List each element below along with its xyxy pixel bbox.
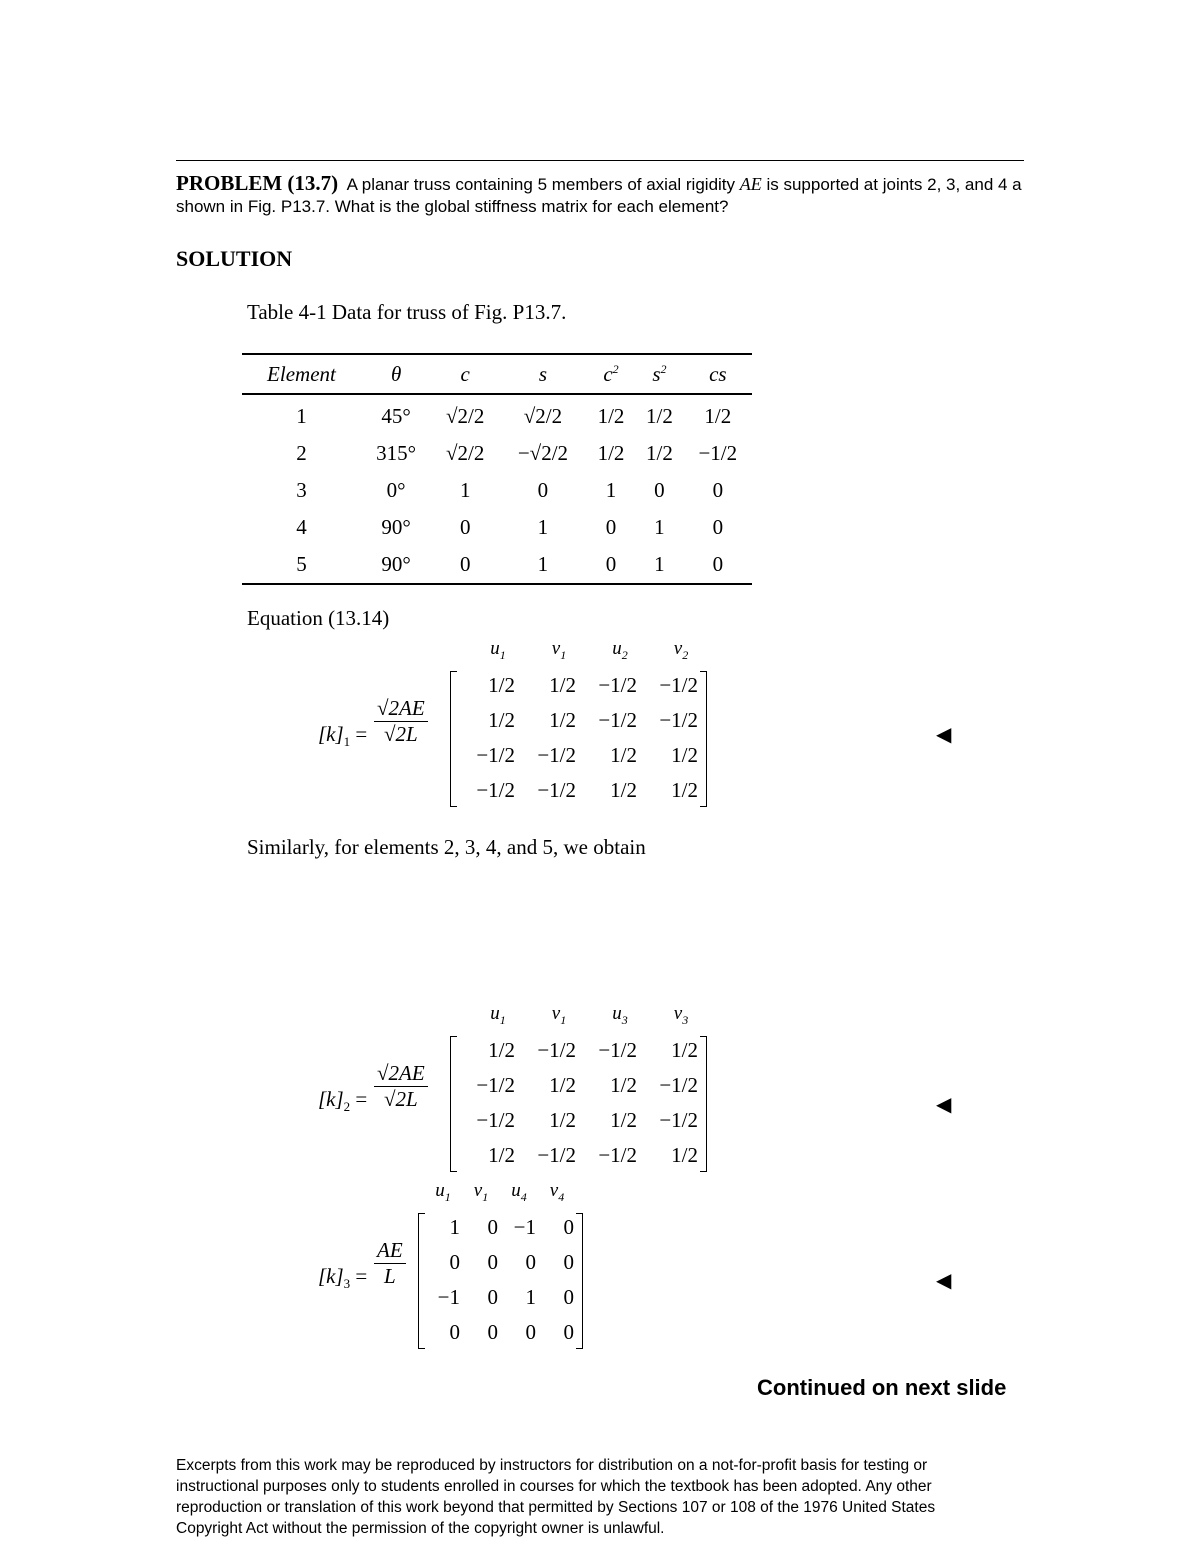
dof-label — [485, 638, 511, 663]
dof-symbol: v — [673, 1003, 683, 1024]
dof-subscript: 1 — [560, 1012, 567, 1027]
table-cell: 1/2 — [597, 404, 625, 428]
col-c: c — [431, 354, 499, 394]
matrix-cell: 1/2 — [488, 673, 515, 697]
coefficient-numerator: √2AE — [374, 696, 428, 722]
matrix-k-sub: 2 — [343, 1099, 351, 1115]
col-s2-base: s — [652, 361, 661, 386]
matrix-cell: −1/2 — [659, 708, 698, 732]
dof-symbol: u — [490, 1003, 500, 1024]
matrix-cell: 1/2 — [488, 1038, 515, 1062]
matrix-cell: 0 — [449, 1250, 460, 1274]
table-cell: √2/2 — [446, 404, 485, 428]
dof-symbol: u — [612, 1003, 622, 1024]
dof-subscript: 1 — [444, 1189, 451, 1204]
matrix-row — [454, 773, 698, 808]
table-row — [242, 435, 752, 472]
dof-subscript: 4 — [520, 1189, 527, 1204]
table-cell: 0 — [654, 478, 665, 502]
table-cell: 0 — [459, 515, 471, 539]
matrix-cell: 1/2 — [549, 673, 576, 697]
problem-ae: AE — [739, 174, 762, 194]
dof-subscript: 1 — [499, 1012, 506, 1027]
dof-subscript: 1 — [560, 647, 567, 662]
equals-sign: = — [355, 1087, 368, 1111]
table-cell: 0 — [537, 478, 549, 502]
dof-label — [668, 638, 694, 663]
answer-arrow-icon: ◀ — [936, 1092, 952, 1116]
stiffness-matrix-k1 — [318, 638, 738, 808]
dof-symbol: v — [551, 1003, 561, 1024]
matrix-row — [454, 738, 698, 773]
answer-arrow-icon: ◀ — [936, 722, 952, 746]
table-cell: 4 — [296, 515, 307, 539]
matrix-cell: 1/2 — [671, 1143, 698, 1167]
matrix-cell: 0 — [487, 1250, 498, 1274]
matrix-cell: −1/2 — [537, 1038, 576, 1062]
solution-heading: SOLUTION — [176, 246, 293, 271]
table-cell: −1/2 — [698, 441, 738, 465]
right-bracket — [700, 671, 707, 807]
matrix-cell: 1/2 — [488, 1143, 515, 1167]
truss-data-table — [242, 353, 752, 585]
col-s2-exp: 2 — [660, 361, 667, 376]
problem-statement — [176, 172, 1046, 218]
matrix-coefficient — [374, 1238, 406, 1289]
matrix-row — [454, 703, 698, 738]
matrix-cell: 0 — [563, 1320, 574, 1344]
table-cell: 1 — [605, 478, 617, 502]
matrix-cell: −1/2 — [537, 778, 576, 802]
dof-label — [430, 1180, 456, 1205]
matrix-cell: −1/2 — [598, 708, 637, 732]
matrix-cell: 1/2 — [610, 743, 637, 767]
table-cell: 90° — [381, 515, 411, 539]
table-cell: 3 — [296, 478, 307, 502]
matrix-cell: 0 — [563, 1250, 574, 1274]
dof-symbol: u — [511, 1180, 521, 1201]
matrix-cell: 1/2 — [671, 778, 698, 802]
dof-label — [468, 1180, 494, 1205]
col-c2-exp: 2 — [612, 361, 619, 376]
matrix-cell: 1 — [525, 1285, 536, 1309]
matrix-cell: −1/2 — [476, 778, 515, 802]
copyright-footer: Excerpts from this work may be reproduced by instructors for distribution on a not-for-profit basis for testing or instructional purposes only to students enrolled in courses for which the textbook has been adopted. Any other reproduction or translation of this work beyond that permitted by Sections 107 or 108 of the 1976 United States Copyright Act without the permission of the copyright owner is unlawful. — [176, 1457, 936, 1537]
dof-symbol: u — [490, 638, 500, 659]
equals-sign: = — [355, 722, 368, 746]
table-cell: 1/2 — [597, 441, 625, 465]
dof-subscript: 3 — [621, 1012, 628, 1027]
table-cell: 1/2 — [646, 404, 673, 428]
matrix-k-sub: 3 — [343, 1276, 351, 1292]
right-bracket — [576, 1213, 583, 1349]
table-cell: √2/2 — [446, 441, 485, 465]
table-cell: 0 — [587, 546, 635, 584]
matrix-cell: −1/2 — [476, 743, 515, 767]
table-cell: 1/2 — [646, 441, 673, 465]
matrix-k: [k] — [318, 1087, 344, 1111]
table-cell: 0° — [386, 478, 406, 502]
matrix-k: [k] — [318, 1264, 344, 1288]
dof-subscript: 2 — [621, 647, 628, 662]
dof-label — [607, 1003, 633, 1028]
matrix-cell: 1/2 — [549, 708, 576, 732]
problem-text-b: is supported at joints 2, 3, and 4 a shown in Fig. P13.7. What is the global stiffness matrix for each element? — [176, 175, 1022, 216]
table-row — [242, 394, 752, 435]
matrix-cell: −1/2 — [537, 743, 576, 767]
col-theta: θ — [361, 354, 431, 394]
matrix-symbol — [318, 1264, 367, 1292]
dof-symbol: v — [549, 1180, 559, 1201]
matrix-cell: −1/2 — [476, 1108, 515, 1132]
table-cell: 1 — [635, 546, 683, 584]
equals-sign: = — [355, 1264, 368, 1288]
table-cell: 0 — [712, 478, 724, 502]
matrix-coefficient — [374, 1061, 428, 1112]
col-element: Element — [242, 354, 361, 394]
matrix-cell: 1/2 — [610, 1108, 637, 1132]
matrix-cell: 0 — [487, 1285, 498, 1309]
matrix-row — [454, 668, 698, 703]
matrix-symbol — [318, 722, 367, 750]
matrix-cell: −1/2 — [659, 673, 698, 697]
matrix-cell: 1/2 — [549, 1073, 576, 1097]
table-cell: 0 — [431, 546, 499, 584]
dof-subscript: 2 — [682, 647, 689, 662]
stiffness-matrix-k3 — [318, 1180, 618, 1350]
matrix-cell: −1/2 — [476, 1073, 515, 1097]
matrix-body — [454, 1033, 698, 1173]
matrix-cell: 0 — [563, 1215, 574, 1239]
matrix-row — [454, 1138, 698, 1173]
table-cell: 2 — [296, 441, 307, 465]
matrix-cell: −1/2 — [598, 1143, 637, 1167]
matrix-cell: 1/2 — [610, 1073, 637, 1097]
table-cell: 1 — [537, 515, 549, 539]
col-s: s — [499, 354, 587, 394]
matrix-row — [454, 1068, 698, 1103]
matrix-coefficient — [374, 696, 428, 747]
dof-symbol: v — [673, 638, 683, 659]
table-cell: √2/2 — [523, 404, 563, 428]
problem-text-a: A planar truss containing 5 members of axial rigidity — [346, 175, 740, 194]
answer-arrow-icon: ◀ — [936, 1268, 952, 1292]
matrix-row — [422, 1280, 574, 1315]
matrix-cell: 1 — [449, 1215, 460, 1239]
table-header-row — [242, 354, 752, 394]
matrix-row — [422, 1210, 574, 1245]
matrix-cell: 0 — [525, 1250, 536, 1274]
dof-symbol: u — [435, 1180, 445, 1201]
col-c2-base: c — [603, 361, 613, 386]
col-cs: cs — [684, 354, 752, 394]
table-cell: 1 — [296, 404, 307, 428]
table-row — [242, 472, 752, 509]
coefficient-numerator: √2AE — [374, 1061, 428, 1087]
matrix-cell: −1/2 — [659, 1108, 698, 1132]
table-row — [242, 509, 752, 546]
matrix-row — [454, 1033, 698, 1068]
table-row — [242, 546, 752, 584]
matrix-cell: 1/2 — [671, 1038, 698, 1062]
table-cell: 0 — [605, 515, 617, 539]
table-cell: 1/2 — [704, 404, 732, 428]
dof-label — [506, 1180, 532, 1205]
table-cell: 1 — [654, 515, 665, 539]
matrix-cell: 0 — [563, 1285, 574, 1309]
dof-symbol: v — [473, 1180, 483, 1201]
similarly-text: Similarly, for elements 2, 3, 4, and 5, we obtain — [247, 835, 646, 859]
table-cell: 0 — [712, 515, 724, 539]
dof-label — [546, 638, 572, 663]
matrix-cell: −1/2 — [659, 1073, 698, 1097]
right-bracket — [700, 1036, 707, 1172]
col-s2 — [635, 354, 683, 394]
dof-subscript: 4 — [558, 1189, 565, 1204]
matrix-cell: −1/2 — [598, 673, 637, 697]
table-cell: 0 — [684, 546, 752, 584]
matrix-row — [422, 1245, 574, 1280]
matrix-cell: 0 — [449, 1320, 460, 1344]
coefficient-numerator: AE — [374, 1238, 406, 1264]
coefficient-denominator: √2L — [383, 722, 418, 746]
matrix-k: [k] — [318, 722, 344, 746]
equation-label: Equation (13.14) — [247, 606, 390, 630]
matrix-cell: 1/2 — [549, 1108, 576, 1132]
table-cell: 90° — [361, 546, 431, 584]
matrix-row — [454, 1103, 698, 1138]
matrix-cell: 0 — [525, 1320, 536, 1344]
matrix-cell: −1 — [437, 1285, 460, 1309]
dof-label — [485, 1003, 511, 1028]
matrix-cell: −1/2 — [598, 1038, 637, 1062]
dof-label — [607, 638, 633, 663]
matrix-cell: 1/2 — [488, 708, 515, 732]
table-cell: −√2/2 — [517, 441, 569, 465]
matrix-cell: 1/2 — [671, 743, 698, 767]
top-rule — [176, 160, 1024, 161]
dof-label — [668, 1003, 694, 1028]
matrix-cell: 0 — [487, 1320, 498, 1344]
dof-symbol: u — [612, 638, 622, 659]
dof-label — [546, 1003, 572, 1028]
problem-label: PROBLEM (13.7) — [176, 171, 339, 195]
dof-symbol: v — [551, 638, 561, 659]
table-cell: 1 — [499, 546, 587, 584]
dof-label — [544, 1180, 570, 1205]
continued-note: Continued on next slide — [757, 1375, 1007, 1400]
matrix-k-sub: 1 — [343, 734, 351, 750]
table-cell: 5 — [242, 546, 361, 584]
matrix-cell: −1/2 — [537, 1143, 576, 1167]
stiffness-matrix-k2 — [318, 1003, 738, 1173]
matrix-body — [454, 668, 698, 808]
matrix-cell: 0 — [487, 1215, 498, 1239]
table-cell: 1 — [459, 478, 471, 502]
matrix-body — [422, 1210, 574, 1350]
coefficient-denominator: √2L — [383, 1087, 418, 1111]
matrix-cell: 1/2 — [610, 778, 637, 802]
col-c2 — [587, 354, 635, 394]
dof-subscript: 1 — [482, 1189, 489, 1204]
dof-subscript: 3 — [682, 1012, 689, 1027]
table-caption: Table 4-1 Data for truss of Fig. P13.7. — [247, 300, 567, 324]
coefficient-denominator: L — [383, 1264, 396, 1288]
table-cell: 315° — [376, 441, 417, 465]
dof-subscript: 1 — [499, 647, 506, 662]
matrix-row — [422, 1315, 574, 1350]
matrix-symbol — [318, 1087, 367, 1115]
matrix-cell: −1 — [513, 1215, 536, 1239]
table-cell: 45° — [381, 404, 411, 428]
